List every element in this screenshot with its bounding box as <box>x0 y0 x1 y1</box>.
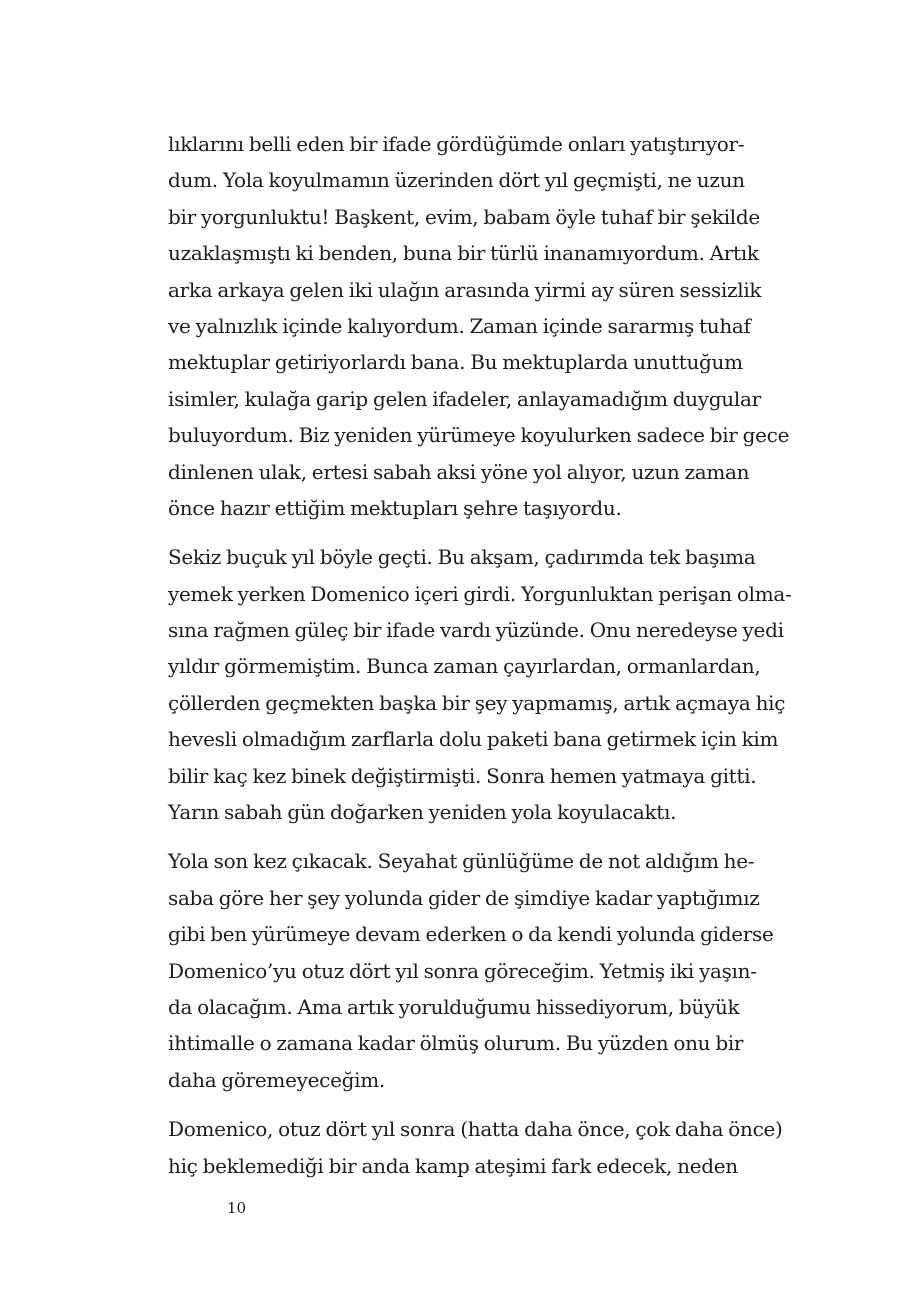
text-line: çöllerden geçmekten başka bir şey yapmamış, artık açmaya hiç <box>168 690 786 715</box>
text-line: ve yalnızlık içinde kalıyordum. Zaman içinde sararmış tuhaf <box>168 313 751 338</box>
paragraph-4 <box>168 1111 783 1184</box>
text-line: Yarın sabah gün doğarken yeniden yola koyulacaktı. <box>168 800 677 825</box>
text-line: dum. Yola koyulmamın üzerinden dört yıl geçmişti, ne uzun <box>168 168 745 193</box>
page-number: 10 <box>227 1199 247 1217</box>
paragraph-2 <box>168 539 792 830</box>
text-line: bir yorgunluktu! Başkent, evim, babam öyle tuhaf bir şekilde <box>168 204 760 229</box>
paragraph-3 <box>168 843 774 1098</box>
text-line: önce hazır ettiğim mektupları şehre taşıyordu. <box>168 495 622 520</box>
text-line: hiç beklemediği bir anda kamp ateşimi fark edecek, neden <box>168 1153 738 1178</box>
text-line: dinlenen ulak, ertesi sabah aksi yöne yol alıyor, uzun zaman <box>168 459 750 484</box>
text-line: uzaklaşmıştı ki benden, buna bir türlü inanamıyordum. Artık <box>168 241 759 266</box>
text-line: gibi ben yürümeye devam ederken o da kendi yolunda giderse <box>168 922 774 947</box>
text-line: hevesli olmadığım zarflarla dolu paketi bana getirmek için kim <box>168 727 779 752</box>
text-line: ihtimalle o zamana kadar ölmüş olurum. Bu yüzden onu bir <box>168 1031 744 1056</box>
text-line: Domenico’yu otuz dört yıl sonra göreceğim. Yetmiş iki yaşın- <box>168 958 757 983</box>
text-line: da olacağım. Ama artık yorulduğumu hissediyorum, büyük <box>168 994 740 1019</box>
text-line: saba göre her şey yolunda gider de şimdiye kadar yaptığımız <box>168 885 760 910</box>
text-line: yıldır görmemiştim. Bunca zaman çayırlardan, ormanlardan, <box>168 654 761 679</box>
text-line: mektuplar getiriyorlardı bana. Bu mektuplarda unuttuğum <box>168 350 743 375</box>
text-line: sına rağmen güleç bir ifade vardı yüzünde. Onu neredeyse yedi <box>168 618 784 643</box>
text-line: daha göremeyeceğim. <box>168 1067 385 1092</box>
text-line: Yola son kez çıkacak. Seyahat günlüğüme de not aldığım he- <box>168 849 755 874</box>
text-line: bilir kaç kez binek değiştirmişti. Sonra hemen yatmaya gitti. <box>168 763 757 788</box>
text-line: Domenico, otuz dört yıl sonra (hatta daha önce, çok daha önce) <box>168 1117 783 1142</box>
body-text <box>168 126 792 1197</box>
paragraph-1 <box>168 126 790 526</box>
text-line: yemek yerken Domenico içeri girdi. Yorgunluktan perişan olma- <box>168 581 792 606</box>
text-line: lıklarını belli eden bir ifade gördüğümde onları yatıştırıyor- <box>168 132 745 156</box>
text-line: isimler, kulağa garip gelen ifadeler, anlayamadığım duygular <box>168 386 761 411</box>
text-line: buluyordum. Biz yeniden yürümeye koyulurken sadece bir gece <box>168 423 790 448</box>
text-line: Sekiz buçuk yıl böyle geçti. Bu akşam, çadırımda tek başıma <box>168 545 756 570</box>
text-line: arka arkaya gelen iki ulağın arasında yirmi ay süren sessizlik <box>168 277 762 302</box>
